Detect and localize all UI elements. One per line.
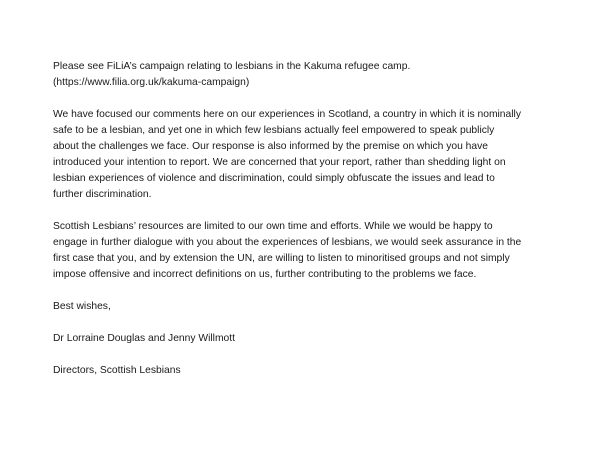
campaign-text: Please see FiLiA’s campaign relating to lesbians in the Kakuma refugee camp.: [53, 61, 411, 72]
closing-line: Best wishes,: [53, 301, 111, 312]
letter-body: [53, 59, 553, 379]
signatory-title: Directors, Scottish Lesbians: [53, 365, 181, 376]
resources-paragraph: Scottish Lesbians’ resources are limited to our own time and efforts. While we would be happy to engage in further dialogue with you about the experiences of lesbians, we would seek assurance in the first case that you, and by extension the UN, are willing to listen to minoritised groups and not simply impose offensive and incorrect definitions on us, further contributing to the problems we face.: [53, 221, 522, 280]
signatories-line: Dr Lorraine Douglas and Jenny Willmott: [53, 333, 235, 344]
scotland-experience-paragraph: We have focused our comments here on our experiences in Scotland, a country in which it is nominally safe to be a lesbian, and yet one in which few lesbians actually feel empowered to speak publicly about the challenges we face. Our response is also informed by the premise on which you have introduced your intention to report. We are concerned that your report, rather than shedding light on lesbian experiences of violence and discrimination, could simply obfuscate the issues and lead to further discrimination.: [53, 109, 521, 200]
campaign-link[interactable]: (https://www.filia.org.uk/kakuma-campaign): [53, 77, 250, 88]
campaign-paragraph: [53, 59, 553, 91]
